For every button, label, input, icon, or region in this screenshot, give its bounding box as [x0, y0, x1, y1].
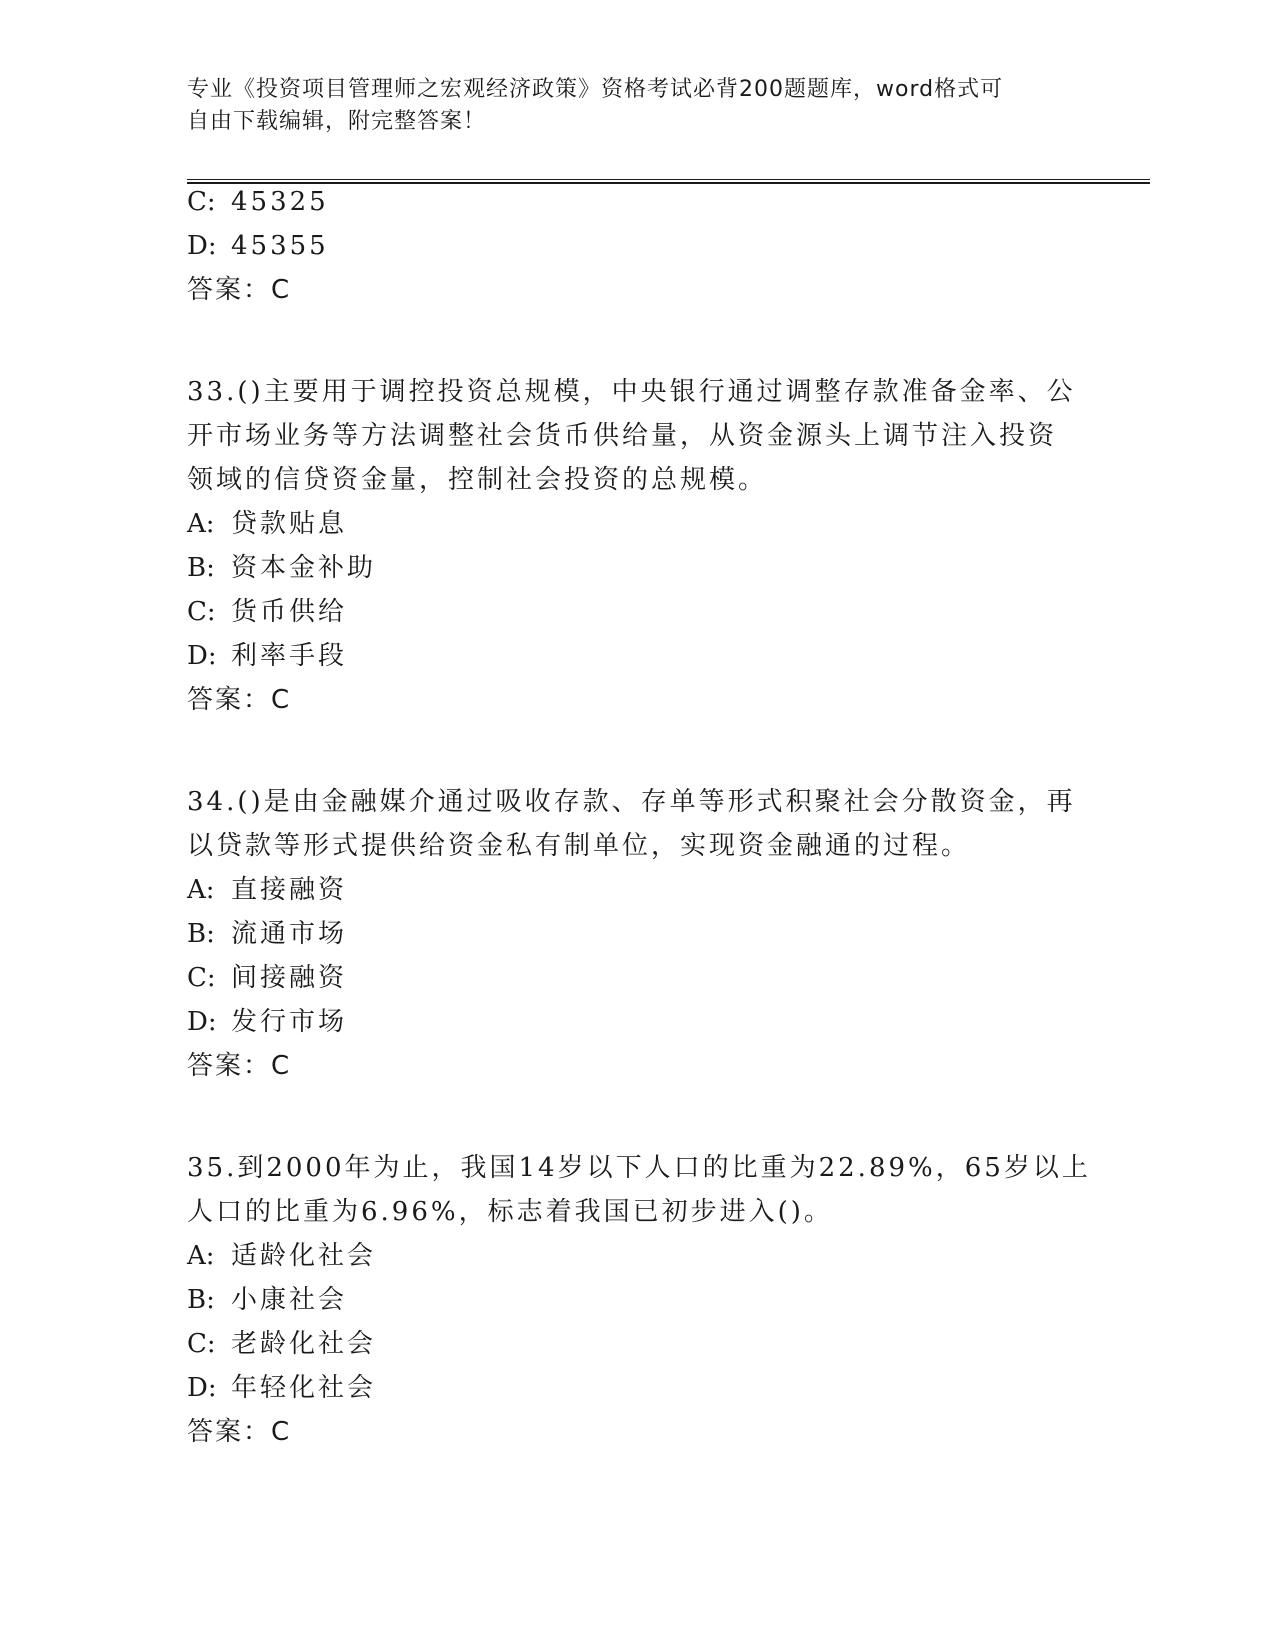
option-item — [187, 186, 329, 218]
question-stem-line: 35.到2000年为止，我国14岁以下人口的比重为22.89%，65岁以上 — [187, 1153, 1091, 1183]
option-label: D: — [187, 1007, 217, 1037]
option-item — [187, 874, 347, 906]
answer-line: 答案：C — [187, 685, 292, 715]
header-divider-thick — [187, 182, 1150, 184]
option-label: B: — [187, 553, 215, 583]
option-text: 货币供给 — [231, 597, 348, 627]
option-text: 小康社会 — [231, 1285, 348, 1315]
option-item — [187, 1372, 376, 1404]
option-item — [187, 1328, 376, 1360]
option-item — [187, 552, 376, 584]
question-stem-line: 34.()是由金融媒介通过吸收存款、存单等形式积聚社会分散资金，再 — [187, 787, 1076, 817]
option-text: 利率手段 — [231, 641, 348, 671]
question-stem-line: 人口的比重为6.96%，标志着我国已初步进入()。 — [187, 1197, 833, 1227]
answer-line: 答案：C — [187, 1051, 292, 1081]
option-text: 直接融资 — [231, 875, 348, 905]
option-label: D: — [187, 1373, 217, 1403]
option-label: A: — [187, 509, 215, 539]
header-title-line-1: 专业《投资项目管理师之宏观经济政策》资格考试必背200题题库，word格式可 — [187, 77, 1004, 102]
option-text: 发行市场 — [231, 1007, 348, 1037]
option-text: 间接融资 — [231, 963, 348, 993]
option-text: 贷款贴息 — [231, 509, 348, 539]
header-divider-thin — [187, 179, 1150, 180]
option-item — [187, 640, 347, 672]
option-text: 45355 — [231, 231, 329, 261]
option-text: 适龄化社会 — [231, 1241, 377, 1271]
option-item — [187, 962, 347, 994]
option-item — [187, 596, 347, 628]
answer-line: 答案：C — [187, 1417, 292, 1447]
option-label: A: — [187, 875, 215, 905]
option-text: 老龄化社会 — [231, 1329, 377, 1359]
option-item — [187, 1006, 347, 1038]
option-label: B: — [187, 919, 215, 949]
option-item — [187, 230, 329, 262]
option-label: D: — [187, 641, 217, 671]
question-stem-line: 以贷款等形式提供给资金私有制单位，实现资金融通的过程。 — [187, 831, 971, 861]
option-label: C: — [187, 597, 216, 627]
page-header — [187, 74, 1067, 138]
header-title-line-2: 自由下载编辑，附完整答案！ — [187, 109, 487, 134]
option-text: 流通市场 — [231, 919, 348, 949]
option-text: 年轻化社会 — [231, 1373, 377, 1403]
answer-line: 答案：C — [187, 275, 292, 305]
option-item — [187, 918, 347, 950]
option-item — [187, 508, 347, 540]
option-label: B: — [187, 1285, 215, 1315]
option-item — [187, 1284, 347, 1316]
option-label: D: — [187, 231, 217, 261]
option-label: C: — [187, 1329, 216, 1359]
option-item — [187, 1240, 376, 1272]
option-text: 资本金补助 — [231, 553, 377, 583]
question-stem-line: 33.()主要用于调控投资总规模，中央银行通过调整存款准备金率、公 — [187, 377, 1076, 407]
option-label: C: — [187, 187, 216, 217]
option-text: 45325 — [231, 187, 329, 217]
option-label: C: — [187, 963, 216, 993]
question-stem-line: 开市场业务等方法调整社会货币供给量，从资金源头上调节注入投资 — [187, 421, 1058, 451]
question-stem-line: 领域的信贷资金量，控制社会投资的总规模。 — [187, 465, 768, 495]
option-label: A: — [187, 1241, 215, 1271]
